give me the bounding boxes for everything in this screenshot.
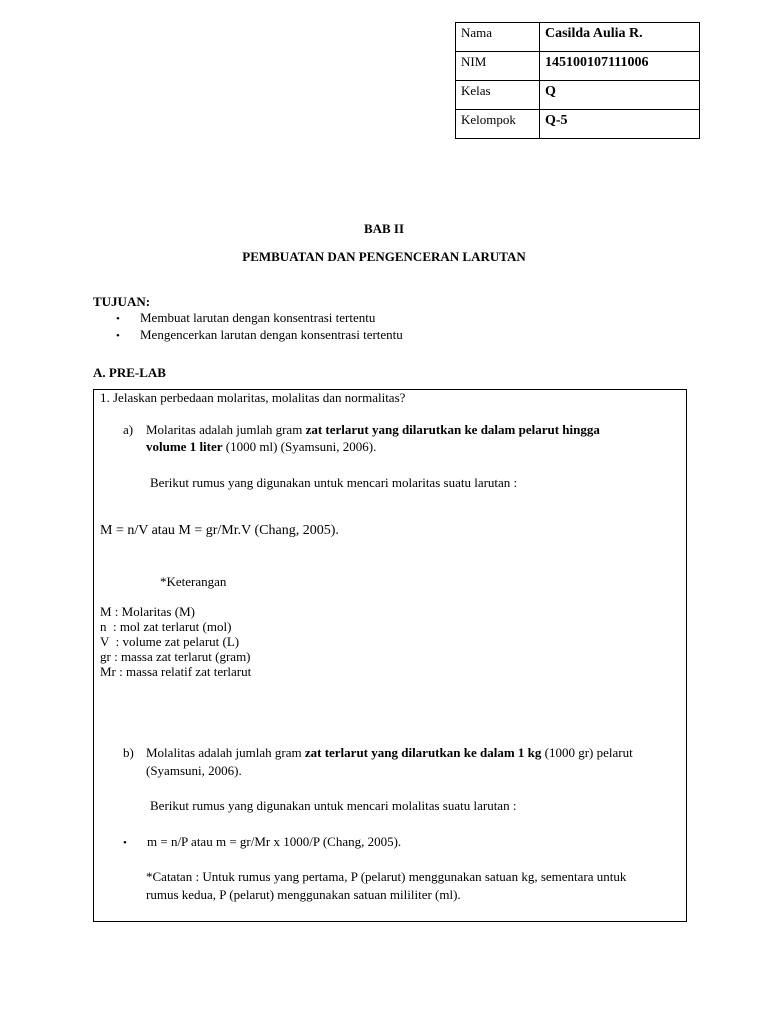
legend-line: gr : massa zat terlarut (gram) [100, 649, 251, 664]
item-b-line-2: (Syamsuni, 2006). [146, 763, 242, 778]
item-a-text: (1000 ml) (Syamsuni, 2006). [222, 439, 377, 454]
bullet-icon: • [116, 330, 120, 342]
item-a-text: Molaritas adalah jumlah gram [146, 422, 306, 437]
legend-line: M : Molaritas (M) [100, 604, 195, 619]
objective-item [116, 327, 403, 343]
item-b-text: (1000 gr) pelarut [541, 745, 633, 760]
objectives-heading: TUJUAN: [93, 294, 151, 309]
item-b-note-2: rumus kedua, P (pelarut) menggunakan satuan mililiter (ml). [146, 887, 461, 902]
item-a-legend [100, 604, 251, 679]
item-a-line-2 [146, 439, 376, 455]
chapter-title: PEMBUATAN DAN PENGENCERAN LARUTAN [242, 249, 526, 264]
identity-row [456, 52, 700, 81]
identity-label: Kelas [456, 81, 540, 110]
bullet-icon: • [123, 837, 127, 849]
item-b-marker: b) [123, 745, 134, 760]
legend-line: n : mol zat terlarut (mol) [100, 619, 232, 634]
identity-value: 145100107111006 [540, 52, 700, 81]
legend-line: V : volume zat pelarut (L) [100, 634, 240, 649]
bullet-icon: • [116, 313, 120, 325]
item-a-line-1 [146, 422, 676, 438]
item-a-bold: zat terlarut yang dilarutkan ke dalam pelarut hingga [305, 422, 600, 437]
item-a-bold: volume 1 liter [146, 439, 223, 454]
identity-value: Q [540, 81, 700, 110]
identity-label: NIM [456, 52, 540, 81]
identity-label: Kelompok [456, 110, 540, 139]
prelab-heading: A. PRE-LAB [93, 365, 166, 380]
identity-row [456, 23, 700, 52]
objective-text: Membuat larutan dengan konsentrasi tertentu [140, 310, 376, 325]
identity-row [456, 110, 700, 139]
identity-value: Casilda Aulia R. [540, 23, 700, 52]
item-a-legend-title: *Keterangan [160, 574, 227, 589]
objective-item [116, 310, 375, 326]
item-b-formula-line [123, 834, 401, 850]
item-a-formula-intro: Berikut rumus yang digunakan untuk mencari molaritas suatu larutan : [150, 475, 518, 490]
prelab-question: 1. Jelaskan perbedaan molaritas, molalitas dan normalitas? [100, 390, 406, 405]
item-b-line-1 [146, 745, 682, 761]
item-b-formula-intro: Berikut rumus yang digunakan untuk mencari molalitas suatu larutan : [150, 798, 517, 813]
objective-text: Mengencerkan larutan dengan konsentrasi tertentu [140, 327, 403, 342]
item-b-formula: m = n/P atau m = gr/Mr x 1000/P (Chang, 2005). [147, 834, 402, 849]
identity-value: Q-5 [540, 110, 700, 139]
chapter-number: BAB II [363, 221, 405, 236]
item-b-bold: zat terlarut yang dilarutkan ke dalam 1 kg [304, 745, 542, 760]
identity-table [455, 22, 700, 139]
legend-line: Mr : massa relatif zat terlarut [100, 664, 252, 679]
item-b-text: Molalitas adalah jumlah gram [146, 745, 305, 760]
item-b-note-1: *Catatan : Untuk rumus yang pertama, P (pelarut) menggunakan satuan kg, sementara untuk [146, 869, 627, 884]
item-a-marker: a) [123, 422, 134, 437]
identity-label: Nama [456, 23, 540, 52]
item-a-formula: M = n/V atau M = gr/Mr.V (Chang, 2005). [100, 523, 339, 538]
identity-row [456, 81, 700, 110]
